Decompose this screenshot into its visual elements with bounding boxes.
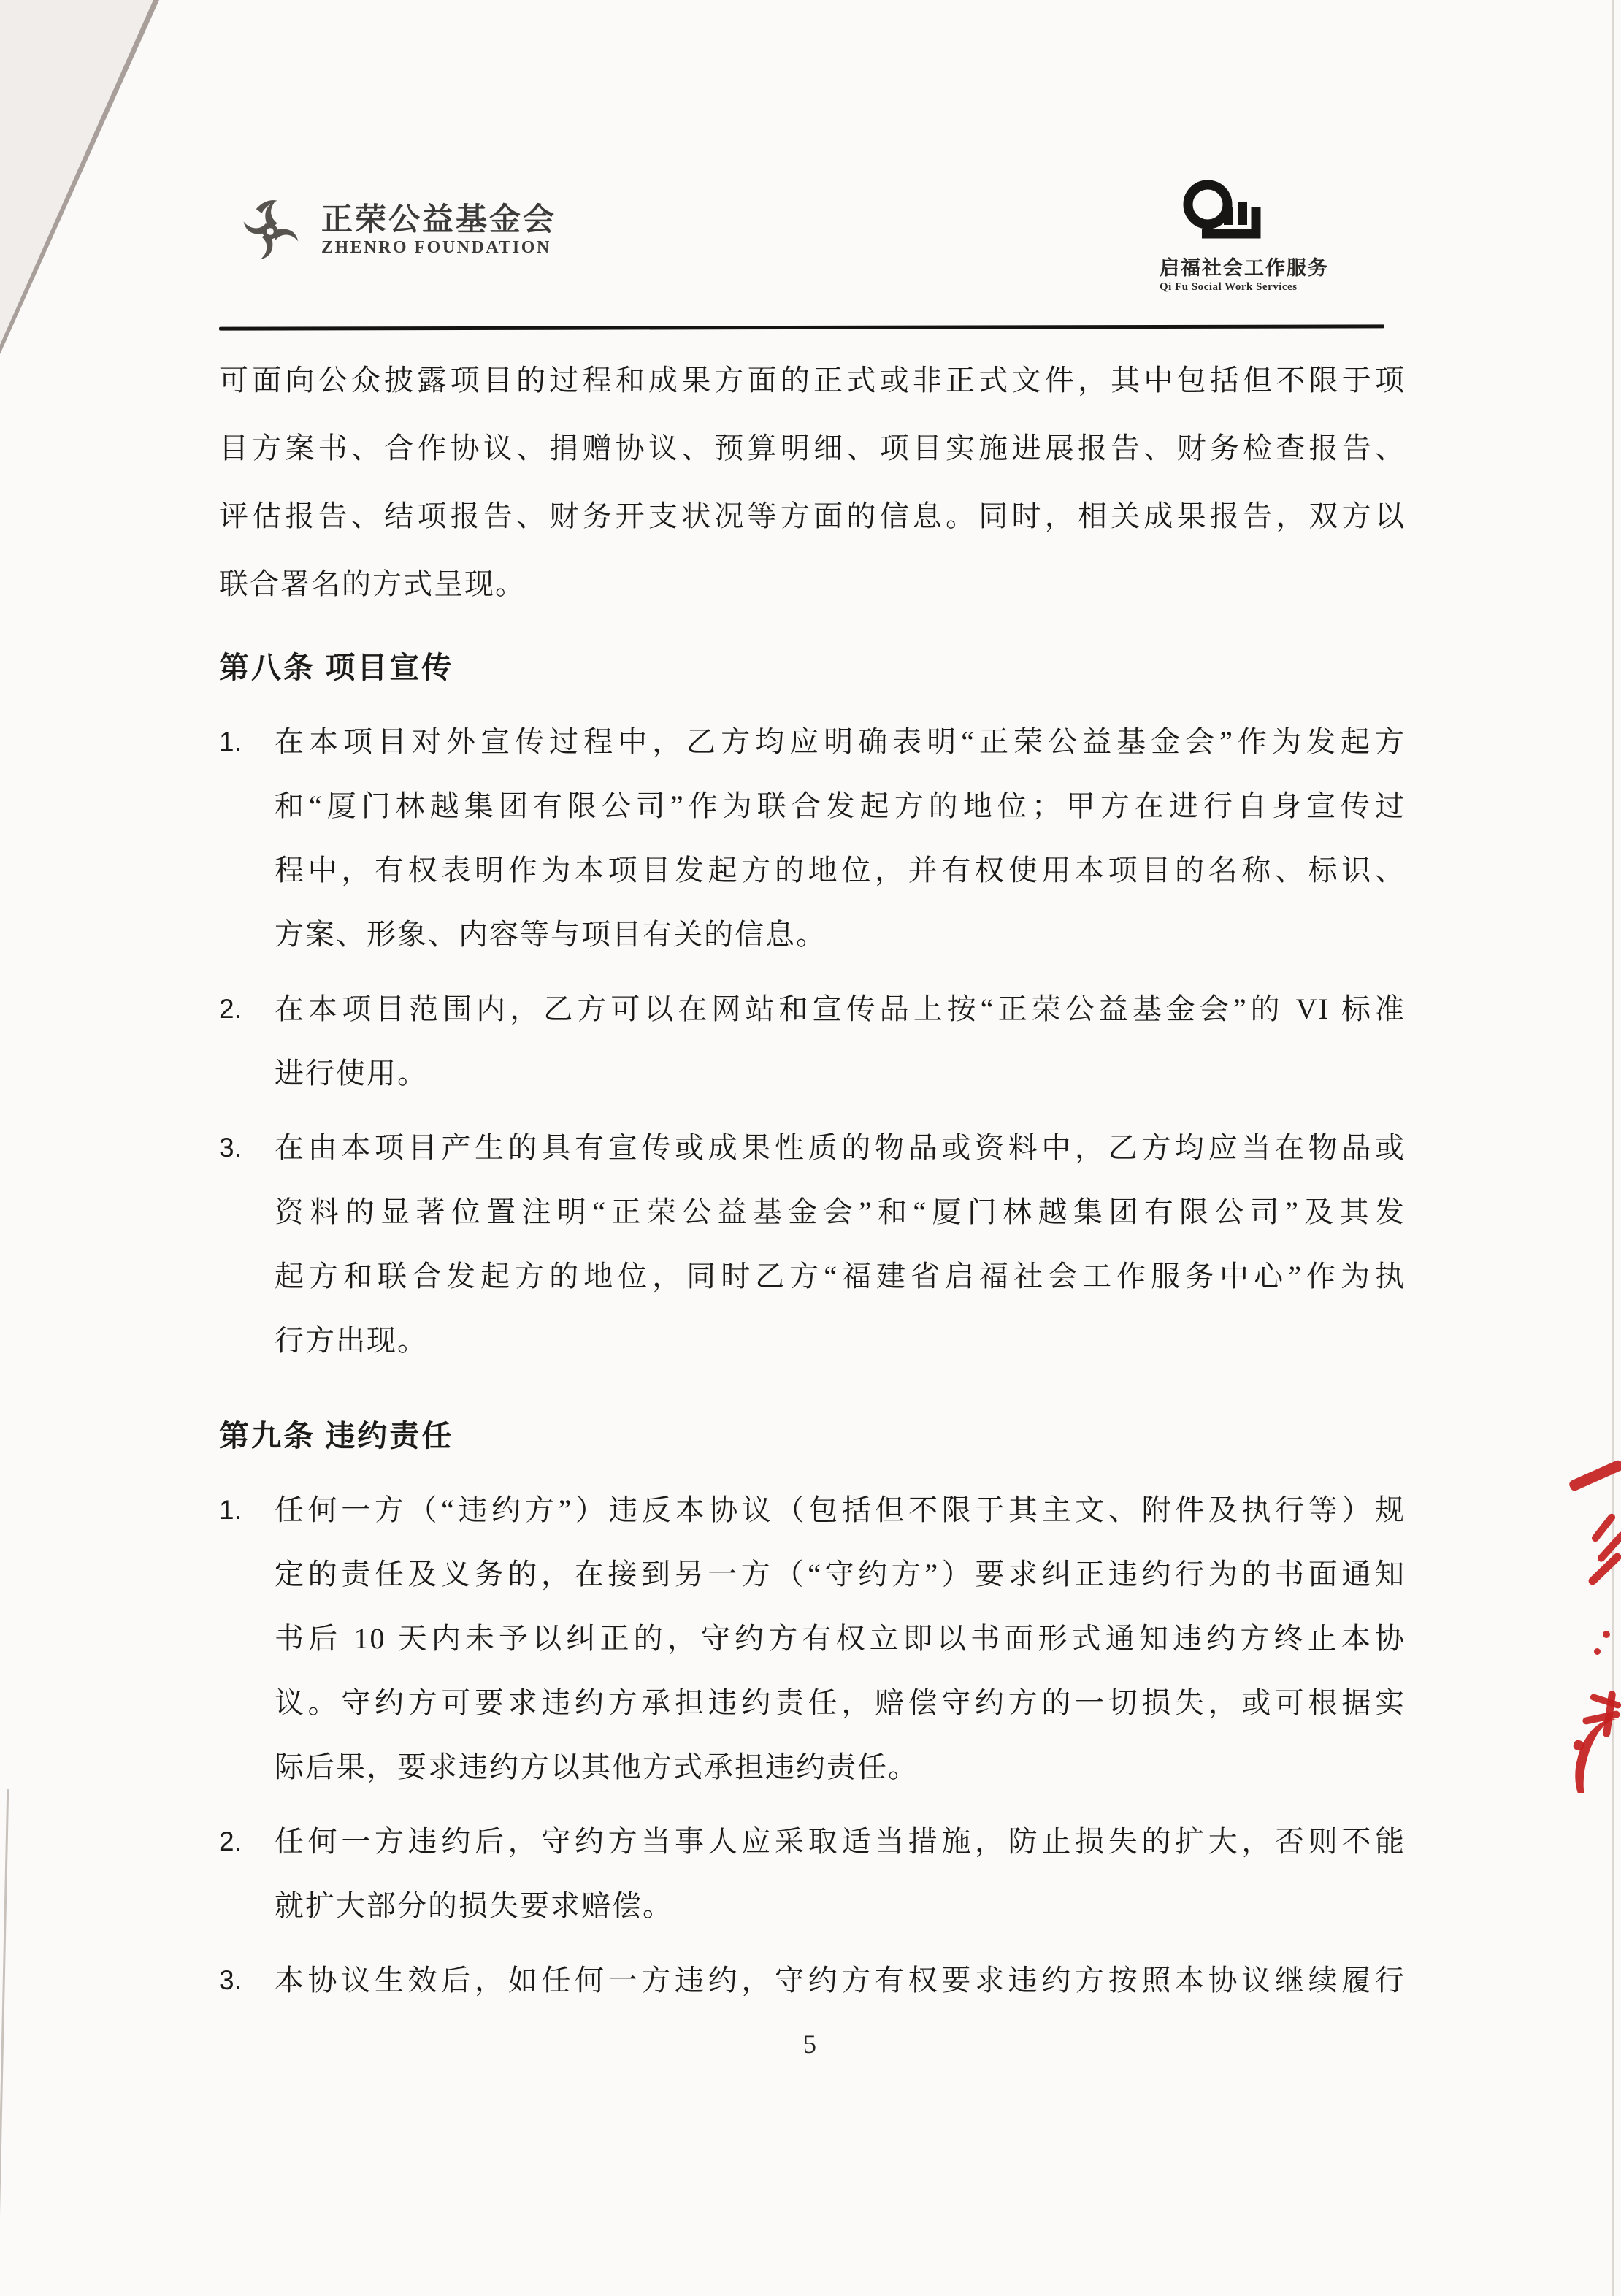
- item-number: 2.: [219, 1826, 242, 1856]
- zhenro-pinwheel-icon: [235, 194, 305, 269]
- zhenro-logo-title-en: ZHENRO FOUNDATION: [321, 238, 551, 257]
- list-item: [219, 1810, 1406, 1938]
- intro-line: 联合署名的方式呈现。: [219, 567, 526, 600]
- item-line: 定的责任及义务的，在接到另一方（“守约方”）要求纠正违约行为的书面通知: [275, 1558, 1406, 1591]
- item-line: 起方和联合发起方的地位，同时乙方“福建省启福社会工作服务中心”作为执: [275, 1260, 1406, 1293]
- header-rule: [219, 324, 1384, 330]
- scan-right-edge: [1612, 0, 1614, 2296]
- qifu-logo-title-en: Qi Fu Social Work Services: [1160, 281, 1298, 293]
- item-line: 书后 10 天内未予以纠正的，守约方有权立即以书面形式通知违约方终止本协: [275, 1622, 1406, 1655]
- item-line: 在由本项目产生的具有宣传或成果性质的物品或资料中，乙方均应当在物品或: [275, 1131, 1406, 1164]
- page-number: 5: [803, 2029, 816, 2059]
- list-item: [219, 710, 1406, 967]
- item-line: 在本项目范围内，乙方可以在网站和宣传品上按“正荣公益基金会”的 VI 标准: [275, 992, 1406, 1025]
- item-line: 任何一方（“违约方”）违反本协议（包括但不限于其主文、附件及执行等）规: [275, 1493, 1406, 1526]
- list-item: [219, 977, 1406, 1106]
- scan-corner-wedge-inner: [0, 0, 168, 365]
- document-body: [219, 346, 1406, 2023]
- qifu-logo-title-zh: 启福社会工作服务: [1160, 257, 1329, 279]
- list-item: [219, 1116, 1406, 1373]
- qifu-services-logo: [1160, 177, 1329, 294]
- red-seal-stamp: [1552, 1457, 1621, 1793]
- intro-paragraph: [219, 346, 1406, 618]
- item-line: 在本项目对外宣传过程中，乙方均应明确表明“正荣公益基金会”作为发起方: [275, 725, 1406, 758]
- intro-line: 评估报告、结项报告、财务开支状况等方面的信息。同时，相关成果报告，双方以: [219, 500, 1406, 532]
- item-number: 3.: [219, 1965, 242, 1995]
- item-line: 际后果，要求违约方以其他方式承担违约责任。: [275, 1750, 919, 1783]
- item-line: 本协议生效后，如任何一方违约，守约方有权要求违约方按照本协议继续履行: [275, 1964, 1406, 1997]
- item-line: 行方出现。: [275, 1324, 428, 1357]
- item-line: 任何一方违约后，守约方当事人应采取适当措施，防止损失的扩大，否则不能: [275, 1825, 1406, 1858]
- item-line: 资料的显著位置注明“正荣公益基金会”和“厦门林越集团有限公司”及其发: [275, 1195, 1406, 1228]
- section-8-items: [219, 710, 1406, 1373]
- list-item: [219, 1948, 1406, 2013]
- intro-line: 可面向公众披露项目的过程和成果方面的正式或非正式文件，其中包括但不限于项: [219, 364, 1406, 397]
- item-line: 和“厦门林越集团有限公司”作为联合发起方的地位；甲方在进行自身宣传过: [275, 789, 1406, 822]
- item-number: 3.: [219, 1133, 242, 1163]
- item-line: 就扩大部分的损失要求赔偿。: [275, 1889, 673, 1922]
- section-9-items: [219, 1478, 1406, 2013]
- section-8-heading: 第八条 项目宣传: [219, 651, 454, 684]
- item-line: 议。守约方可要求违约方承担违约责任，赔偿守约方的一切损失，或可根据实: [275, 1686, 1406, 1719]
- item-line: 程中，有权表明作为本项目发起方的地位，并有权使用本项目的名称、标识、: [275, 854, 1406, 887]
- qifu-q-icon: [1180, 177, 1279, 247]
- item-number: 2.: [219, 994, 242, 1024]
- scan-left-edge: [0, 1789, 9, 2296]
- zhenro-foundation-logo: [235, 191, 556, 269]
- item-line: 方案、形象、内容等与项目有关的信息。: [275, 918, 827, 951]
- item-line: 进行使用。: [275, 1057, 428, 1090]
- intro-line: 目方案书、合作协议、捐赠协议、预算明细、项目实施进展报告、财务检查报告、: [219, 432, 1406, 464]
- zhenro-logo-title-zh: 正荣公益基金会: [321, 203, 556, 237]
- list-item: [219, 1478, 1406, 1799]
- item-number: 1.: [219, 727, 242, 757]
- item-number: 1.: [219, 1495, 242, 1525]
- section-9-heading: 第九条 违约责任: [219, 1419, 454, 1453]
